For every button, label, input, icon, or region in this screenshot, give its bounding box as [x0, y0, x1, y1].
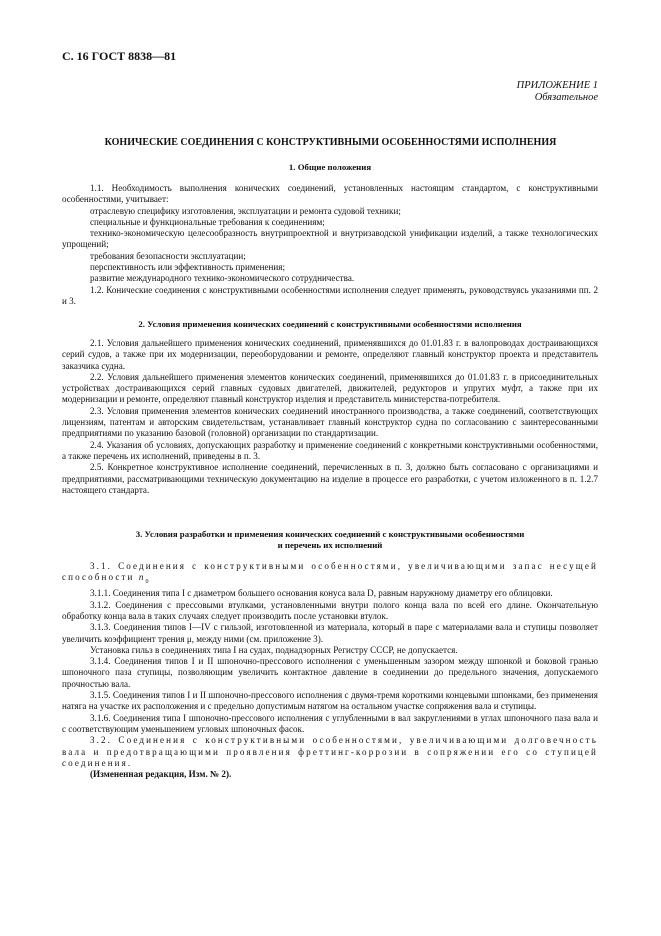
appendix-label: ПРИЛОЖЕНИЕ 1 — [516, 80, 598, 91]
paragraph-3-2: 3.2. Соединения с конструктивными особенностями, увеличивающими долговечность вала и предотвращающими проявления фреттинг-коррозии в сопряжении его со ступицей соединения. — [62, 735, 598, 768]
paragraph-3-1-text: 3.1. Соединения с конструктивными особенностями, увеличивающими запас несущей способности — [62, 561, 598, 583]
section-3-heading — [62, 529, 598, 551]
section-2-heading: 2. Условия применения конических соединений с конструктивными особенностями исполнения — [138, 319, 522, 329]
paragraph: 1.1. Необходимость выполнения конических соединений, установленных настоящим стандартом, с конструктивными особенностями, учитывает: — [62, 183, 598, 205]
paragraph: 1.2. Конические соединения с конструктивными особенностями исполнения следует применять, руководствуясь указаниями пп. 2 и 3. — [62, 284, 598, 306]
paragraph: развитие международного технико-экономического сотрудничества. — [90, 273, 355, 284]
paragraph: требования безопасности эксплуатации; — [90, 250, 246, 261]
paragraph: 3.1.5. Соединения типов I и II шпоночно-прессового исполнения с двумя-тремя короткими концевыми шпонками, без применения натяга на участке их расположения и с предельно допустимым натягом на остальном участке сопряжения вала и ступицы. — [62, 690, 598, 712]
paragraph: 3.1.1. Соединения типа I с диаметром большего основания конуса вала D, равным наружному диаметру его облицовки. — [90, 588, 553, 599]
paragraph: Установка гильз в соединениях типа I на судах, поднадзорных Регистру СССР, не допускается. — [90, 644, 458, 655]
paragraph: 3.1.2. Соединения с прессовыми втулками, установленными внутри полого конца вала по всей его длине. Окончательную обработку конца вала в таких случаях следует производить после установки втулок. — [62, 599, 598, 621]
section-2-body — [62, 338, 598, 496]
page-header: С. 16 ГОСТ 8838—81 — [62, 49, 177, 63]
paragraph: 3.1.3. Соединения типов I—IV с гильзой, изготовленной из материала, который в паре с материалами вала и ступицы позволяет увеличить коэффициент трения μ, между ними (см. приложение 3). — [62, 622, 598, 644]
appendix-block — [517, 80, 598, 104]
paragraph: технико-экономическую целесообразность внутрипроектной и внутризаводской унификации изделий, а также технологических упрощений; — [62, 228, 598, 250]
section-3-heading-line2: и перечень их исполнений — [277, 540, 383, 550]
paragraph: 2.4. Указания об условиях, допускающих разработку и применение соединений с конкретными конструктивными особенностями, а также перечень их исполнений, приведены в п. 3. — [62, 439, 598, 461]
paragraph: 3.1.6. Соединения типа I шпоночно-прессового исполнения с углубленными в вал закруглениями в углах шпоночного паза вала и с соответствующим уменьшением угловых шпоночных фасок. — [62, 712, 598, 734]
paragraph: 2.3. Условия применения элементов конических соединений иностранного производства, а также соединений, соответствующих лицензиям, патентам и авторским свидетельствам, устанавливает главный конструктор судна по согласованию с заинтересованными предприятиями по указанию базовой (головной) организации по стандартизации. — [62, 405, 598, 439]
paragraph: 3.1.4. Соединения типов I и II шпоночно-прессового исполнения с уменьшенным зазором между шпонкой и боковой гранью шпоночного паза ступицы, позволяющим увеличить контактное давление в соединении до предельного значения, допускаемого прочностью вала. — [62, 656, 598, 689]
revision-note: (Измененная редакция, Изм. № 2). — [90, 769, 232, 780]
symbol-n-subscript: 0 — [145, 579, 149, 586]
section-3-heading-line1: 3. Условия разработки и применения конических соединений с конструктивными особенностями — [135, 529, 525, 539]
paragraph-3-1 — [62, 561, 598, 588]
symbol-n: n — [138, 572, 146, 583]
section-1-body — [62, 183, 598, 307]
paragraph: отраслевую специфику изготовления, эксплуатации и ремонта судовой техники; — [90, 205, 401, 216]
section-3-body — [62, 561, 598, 780]
paragraph: 2.2. Условия дальнейшего применения элементов конических соединений, применявшихся до 01.01.83 г. в присоединительных устройствах достраивающихся серий главных судовых двигателей, движителей, редукторов и упругих муфт, а также при их модернизации и ремонте, определяют главный конструктор изделия и представитель министерства-потребителя. — [62, 371, 598, 405]
document-title: КОНИЧЕСКИЕ СОЕДИНЕНИЯ С КОНСТРУКТИВНЫМИ ОСОБЕННОСТЯМИ ИСПОЛНЕНИЯ — [104, 137, 557, 148]
appendix-status: Обязательное — [534, 92, 598, 103]
paragraph: специальные и функциональные требования к соединениям; — [90, 216, 325, 227]
section-1-heading: 1. Общие положения — [288, 162, 372, 172]
paragraph: перспективность или эффективность применения; — [90, 262, 285, 273]
paragraph: 2.1. Условия дальнейшего применения конических соединений, применявшихся до 01.01.83 г. в валопроводах достраивающихся серий судов, а также при их модернизации, переоборудовании и ремонте, определяют главный конструктор проекта и представитель заказчика судна. — [62, 338, 598, 371]
paragraph: 2.5. Конкретное конструктивное исполнение соединений, перечисленных в п. 3, должно быть согласовано с организациями и предприятиями, рассматривающими техническую документацию на изделие в процессе его разработки, с учетом изложенного в п. 1.2.7 настоящего стандарта. — [62, 462, 598, 495]
